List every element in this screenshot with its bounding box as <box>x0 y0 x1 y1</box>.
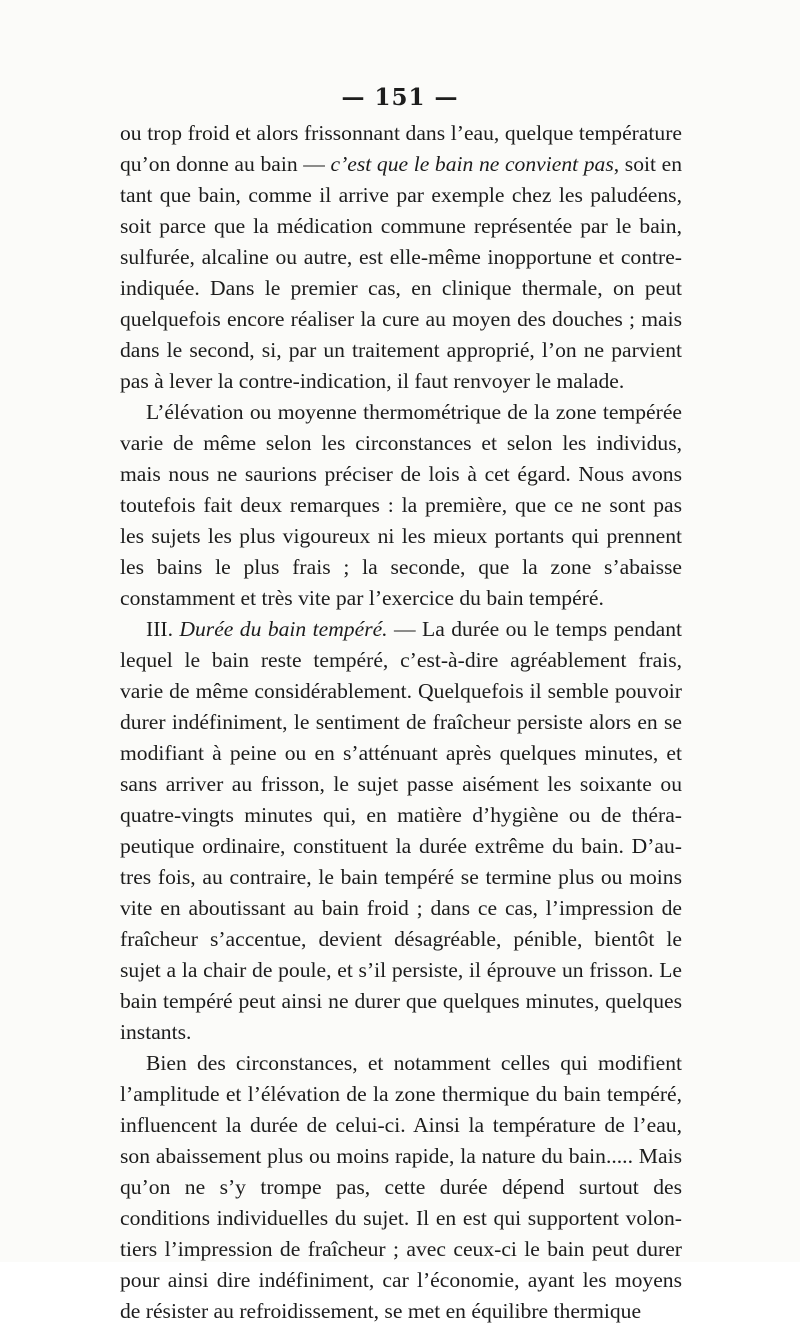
paragraph <box>120 397 682 614</box>
text-segment: Bien des circonstances, et notamment celles qui modifient l’amplitude et l’élévation de la zone thermique du bain tempéré, influencent la durée de celui-ci. Ainsi la température de l’eau, son abaissement plus ou moins rapide, la nature du bain..... Mais qu’on ne s’y trompe pas, cette durée dépend surtout des conditions individuelles du sujet. Il en est qui supportent volontiers l’impression de fraîcheur ; avec ceux-ci le bain peut durer pour ainsi dire indéfiniment, car l’économie, ayant les moyens de résister au refroidissement, se met en équilibre thermique <box>120 1051 682 1323</box>
text-segment: , soit en tant que bain, comme il arrive par exemple chez les paludéens, soit parce que la médication commune représentée par le bain, sulfurée, alcaline ou autre, est elle-même inopportune et contre-indiquée. Dans le premier cas, en clinique thermale, on peut quelquefois encore réaliser la cure au moyen des douches ; mais dans le second, si, par un traitement approprié, l’on ne parvient pas à lever la contre-indication, il faut renvoyer le malade. <box>120 152 683 393</box>
section-paragraph <box>120 614 682 1048</box>
body-text <box>120 118 682 1327</box>
text-segment: ou trop froid et alors frissonnant dans l’eau, quelque température qu’on donne au bain — <box>120 121 682 176</box>
text-segment: L’élévation ou moyenne thermométrique de la zone tempérée varie de même selon les circonstances et selon les individus, mais nous ne saurions préciser de lois à cet égard. Nous avons toutefois fait deux remarques : la première, que ce ne sont pas les sujets les plus vigoureux ni les mieux portants qui prennent les bains le plus frais ; la seconde, que la zone s’abaisse constamment et très vite par l’exercice du bain tempéré. <box>120 400 682 610</box>
page-number: — 151 — <box>341 84 459 111</box>
paragraph-continuation <box>120 118 682 397</box>
text-segment: — La durée ou le temps pendant lequel le bain reste tempéré, c’est-à-dire agréablement frais, varie de même considérablement. Quelquefois il semble pouvoir durer indéfiniment, le sentiment de fraîcheur persiste alors en se modifiant à peine ou en s’atténuant après quelques minutes, et sans arriver au frisson, le sujet passe aisément les soixante ou quatre-vingts minutes qui, en matière d’hygiène ou de thérapeutique ordinaire, constituent la durée extrême du bain. D’autres fois, au contraire, le bain tempéré se termine plus ou moins vite en aboutissant au bain froid ; dans ce cas, l’impression de fraîcheur s’accentue, devient désagréable, pénible, bientôt le sujet a la chair de poule, et s’il persiste, il éprouve un frisson. Le bain tempéré peut ainsi ne durer que quelques minutes, quelques instants. <box>120 617 682 1044</box>
paragraph <box>120 1048 682 1327</box>
section-number: III. <box>146 617 180 641</box>
italic-phrase: c’est que le bain ne convient pas <box>330 152 614 176</box>
section-heading: Durée du bain tempéré. <box>179 617 388 641</box>
